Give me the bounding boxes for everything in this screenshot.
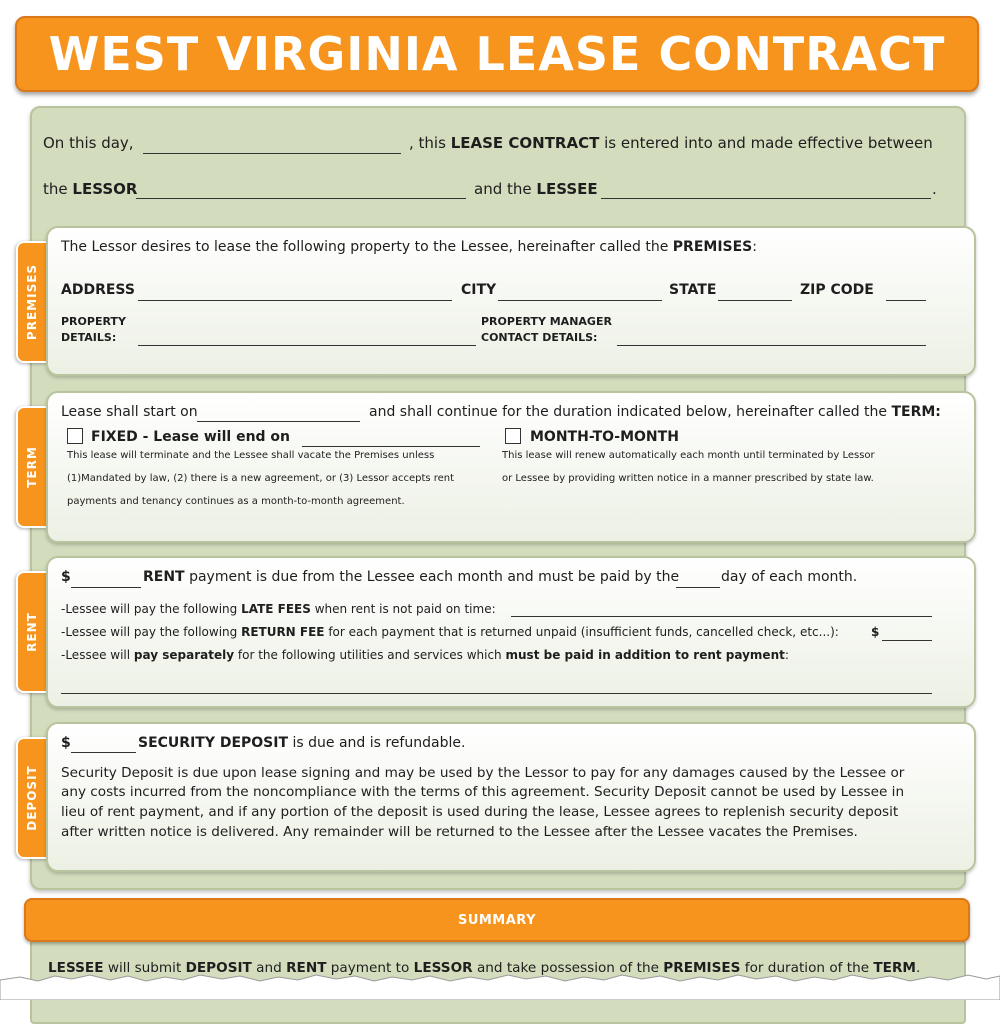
tab-deposit: DEPOSIT [16, 737, 48, 859]
title-banner [15, 16, 979, 92]
manager-contact-field-line[interactable] [617, 345, 926, 346]
details-label: DETAILS: [61, 331, 117, 344]
return-fee-field-line[interactable] [882, 640, 932, 641]
state-field-line[interactable] [718, 300, 792, 301]
mtm-desc-2: or Lessee by providing written notice in a manner prescribed by state law. [502, 473, 874, 484]
mtm-desc-1: This lease will renew automatically each month until terminated by Lessor [502, 450, 875, 461]
deposit-para-4: after written notice is delivered. Any remainder will be returned to the Lessee after the Lessee vacates the Premises. [61, 824, 858, 840]
address-field-line[interactable] [138, 300, 452, 301]
tab-premises: PREMISES [16, 241, 48, 363]
tab-term: TERM [16, 406, 48, 528]
end-date-field-line[interactable] [302, 446, 480, 447]
document-title: WEST VIRGINIA LEASE CONTRACT [48, 27, 946, 81]
intro-sentence: , this LEASE CONTRACT is entered into and made effective between [409, 134, 933, 152]
fixed-label: FIXED - Lease will end on [91, 429, 291, 445]
intro-period: . [932, 180, 937, 198]
rent-due-text: RENT payment is due from the Lessee each month and must be paid by the [143, 569, 680, 585]
deposit-dollar-sign: $ [61, 735, 71, 751]
lessor-field-line[interactable] [136, 198, 466, 199]
fixed-desc-1: This lease will terminate and the Lessee shall vacate the Premises unless [67, 450, 435, 461]
date-field-line[interactable] [143, 153, 401, 154]
month-to-month-label: MONTH-TO-MONTH [530, 429, 679, 445]
fixed-desc-3: payments and tenancy continues as a month-to-month agreement. [67, 496, 405, 507]
term-continue-text: and shall continue for the duration indicated below, hereinafter called the TERM: [369, 404, 941, 420]
deposit-para-3: lieu of rent payment, and if any portion of the deposit is used during the lease, Lessee agrees to replenish security deposit [61, 804, 899, 820]
zip-label: ZIP CODE [800, 282, 874, 298]
deposit-amount-field-line[interactable] [71, 752, 136, 753]
address-label: ADDRESS [61, 282, 135, 298]
intro-lessee-label: and the LESSEE [474, 180, 598, 198]
manager-label: PROPERTY MANAGER [481, 315, 612, 328]
lessee-field-line[interactable] [601, 198, 931, 199]
property-label: PROPERTY [61, 315, 126, 328]
torn-edge-graphic [0, 966, 1000, 1000]
property-details-field-line[interactable] [138, 345, 476, 346]
late-fees-text: -Lessee will pay the following LATE FEES when rent is not paid on time: [61, 602, 496, 616]
rent-day-text: day of each month. [721, 569, 858, 585]
month-to-month-checkbox[interactable] [505, 428, 521, 444]
start-date-field-line[interactable] [197, 421, 360, 422]
intro-on-this-day: On this day, [43, 134, 134, 152]
fixed-desc-2: (1)Mandated by law, (2) there is a new agreement, or (3) Lessor accepts rent [67, 473, 455, 484]
city-field-line[interactable] [498, 300, 662, 301]
tab-rent: RENT [16, 571, 48, 693]
contact-label: CONTACT DETAILS: [481, 331, 598, 344]
city-label: CITY [461, 282, 497, 298]
utilities-field-line[interactable] [61, 693, 932, 694]
deposit-para-2: any costs incurred from the noncompliance with the terms of this agreement. Security Deposit cannot be used by Lessee in [61, 784, 905, 800]
rent-amount-field-line[interactable] [71, 587, 141, 588]
summary-text: LESSEE will submit DEPOSIT and RENT payment to LESSOR and take possession of the PREMISES for duration of the TERM. [48, 960, 921, 976]
summary-label: SUMMARY [457, 912, 537, 928]
deposit-due-text: SECURITY DEPOSIT is due and is refundable. [138, 735, 466, 751]
return-fee-dollar: $ [871, 625, 880, 639]
rent-dollar-sign: $ [61, 569, 71, 585]
state-label: STATE [669, 282, 717, 298]
intro-lessor-label: the LESSOR [43, 180, 138, 198]
fixed-checkbox[interactable] [67, 428, 83, 444]
term-start-label: Lease shall start on [61, 404, 198, 420]
late-fees-field-line[interactable] [511, 616, 932, 617]
deposit-para-1: Security Deposit is due upon lease signing and may be used by the Lessor to pay for any damages caused by the Lessee or [61, 765, 905, 781]
zip-field-line[interactable] [886, 300, 926, 301]
premises-intro: The Lessor desires to lease the following property to the Lessee, hereinafter called the PREMISES: [61, 239, 757, 255]
return-fee-text: -Lessee will pay the following RETURN FEE for each payment that is returned unpaid (insufficient funds, cancelled check, etc...): [61, 625, 839, 639]
summary-banner [24, 898, 970, 942]
rent-day-field-line[interactable] [676, 587, 720, 588]
utilities-text: -Lessee will pay separately for the following utilities and services which must be paid in addition to rent payment: [61, 648, 789, 662]
